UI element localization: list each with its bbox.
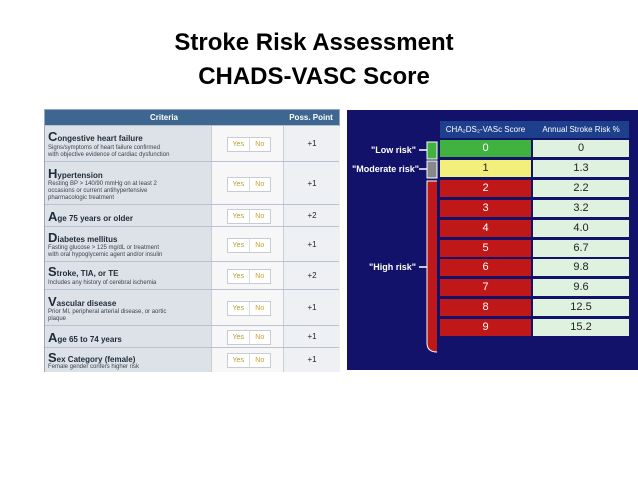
score-cell: 9	[440, 319, 531, 337]
criteria-row	[45, 261, 339, 290]
points-value: +1	[307, 303, 317, 312]
criteria-name: Sex Category (female)	[48, 350, 136, 365]
yes-no-toggle[interactable]	[227, 177, 271, 192]
criteria-row	[45, 125, 339, 162]
risk-row	[440, 259, 629, 277]
no-option[interactable]: No	[255, 334, 265, 341]
criteria-row	[45, 347, 339, 372]
no-option[interactable]: No	[255, 273, 265, 280]
criteria-row	[45, 204, 339, 227]
points-header: Poss. Point	[289, 113, 333, 122]
risk-table-header	[440, 121, 629, 138]
no-option[interactable]: No	[255, 180, 265, 188]
criteria-description: with oral hypoglycemic agent and/or insulin	[48, 252, 163, 258]
yes-no-toggle[interactable]	[227, 269, 271, 284]
points-value: +2	[307, 211, 317, 220]
criteria-description: Prior MI, peripheral arterial disease, or aortic	[48, 309, 167, 315]
criteria-name: Age 65 to 74 years	[48, 330, 122, 345]
yes-no-toggle[interactable]	[227, 330, 271, 345]
points-value: +1	[307, 332, 317, 341]
criteria-description: occasions or current antihypertensive	[48, 188, 148, 194]
risk-row	[440, 160, 629, 178]
yes-no-toggle[interactable]	[227, 209, 271, 224]
criteria-table-header	[45, 110, 339, 125]
slide-title: Stroke Risk Assessment	[174, 29, 454, 56]
points-value: +2	[307, 271, 317, 280]
criteria-description: Female gender confers higher risk	[48, 364, 140, 370]
yes-option[interactable]: Yes	[228, 138, 250, 151]
risk-row	[440, 299, 629, 317]
score-header: CHA₂DS₂-VASc Score	[445, 125, 526, 134]
yes-option[interactable]: Yes	[228, 354, 250, 367]
no-option[interactable]: No	[255, 241, 265, 249]
points-value: +1	[307, 139, 317, 148]
criteria-row	[45, 289, 339, 326]
criteria-description: Fasting glucose > 125 mg/dL or treatment	[48, 245, 160, 251]
points-value: +1	[307, 355, 317, 364]
criteria-row	[45, 226, 339, 262]
yes-option[interactable]: Yes	[228, 302, 250, 315]
risk-cell: 4.0	[533, 220, 629, 238]
criteria-header: Criteria	[149, 113, 178, 122]
yes-option[interactable]: Yes	[228, 239, 250, 252]
risk-row	[440, 319, 629, 337]
risk-cell: 2.2	[533, 180, 629, 198]
yes-no-toggle[interactable]	[227, 238, 271, 253]
criteria-name: Diabetes mellitus	[48, 230, 118, 245]
score-cell: 7	[440, 279, 531, 297]
risk-cell: 0	[533, 140, 629, 158]
criteria-row	[45, 161, 339, 205]
risk-row	[440, 200, 629, 218]
score-cell: 8	[440, 299, 531, 317]
points-value: +1	[307, 239, 317, 249]
score-cell: 6	[440, 259, 531, 277]
criteria-description: pharmacologic treatment	[48, 195, 115, 201]
risk-cell: 9.8	[533, 259, 629, 277]
risk-cell: 12.5	[533, 299, 629, 317]
criteria-name: Stroke, TIA, or TE	[48, 264, 119, 279]
criteria-table	[44, 109, 340, 372]
criteria-name: Congestive heart failure	[48, 129, 143, 144]
criteria-name: Age 75 years or older	[48, 209, 133, 224]
score-cell: 5	[440, 240, 531, 258]
risk-cell: 9.6	[533, 279, 629, 297]
risk-row	[440, 140, 629, 158]
no-option[interactable]: No	[255, 141, 265, 148]
criteria-name: Vascular disease	[48, 294, 117, 309]
no-option[interactable]: No	[255, 213, 265, 220]
criteria-description: Resting BP > 140/90 mmHg on at least 2	[48, 181, 157, 187]
risk-row	[440, 220, 629, 238]
high-risk-label: "High risk"	[369, 262, 417, 272]
annual-risk-header: Annual Stroke Risk %	[542, 125, 620, 134]
criteria-description: Includes any history of cerebral ischemia	[48, 280, 157, 286]
score-cell: 3	[440, 200, 531, 218]
low-risk-label: "Low risk"	[371, 145, 417, 155]
risk-row	[440, 279, 629, 297]
yes-no-toggle[interactable]	[227, 353, 271, 368]
points-value: +1	[307, 178, 317, 188]
score-cell: 2	[440, 180, 531, 198]
score-cell: 4	[440, 220, 531, 238]
risk-row	[440, 240, 629, 258]
criteria-description: plaque	[48, 316, 67, 322]
yes-no-toggle[interactable]	[227, 301, 271, 316]
score-cell: 1	[440, 160, 531, 178]
score-cell: 0	[440, 140, 531, 158]
risk-cell: 15.2	[533, 319, 629, 337]
criteria-row	[45, 325, 339, 348]
criteria-name: Hypertension	[48, 166, 103, 181]
no-option[interactable]: No	[255, 305, 265, 312]
yes-option[interactable]: Yes	[228, 270, 250, 283]
risk-row	[440, 180, 629, 198]
risk-cell: 1.3	[533, 160, 629, 178]
moderate-risk-label: "Moderate risk"	[352, 164, 420, 174]
risk-cell: 6.7	[533, 240, 629, 258]
criteria-description: with objective evidence of cardiac dysfunction	[48, 152, 170, 158]
yes-no-toggle[interactable]	[227, 137, 271, 152]
risk-panel	[347, 110, 638, 370]
yes-option[interactable]: Yes	[228, 178, 250, 191]
risk-cell: 3.2	[533, 200, 629, 218]
yes-option[interactable]: Yes	[228, 331, 250, 344]
slide-subtitle: CHADS-VASC Score	[198, 63, 430, 90]
no-option[interactable]: No	[255, 357, 265, 364]
yes-option[interactable]: Yes	[228, 210, 250, 223]
criteria-description: Signs/symptoms of heart failure confirmed	[48, 145, 161, 151]
